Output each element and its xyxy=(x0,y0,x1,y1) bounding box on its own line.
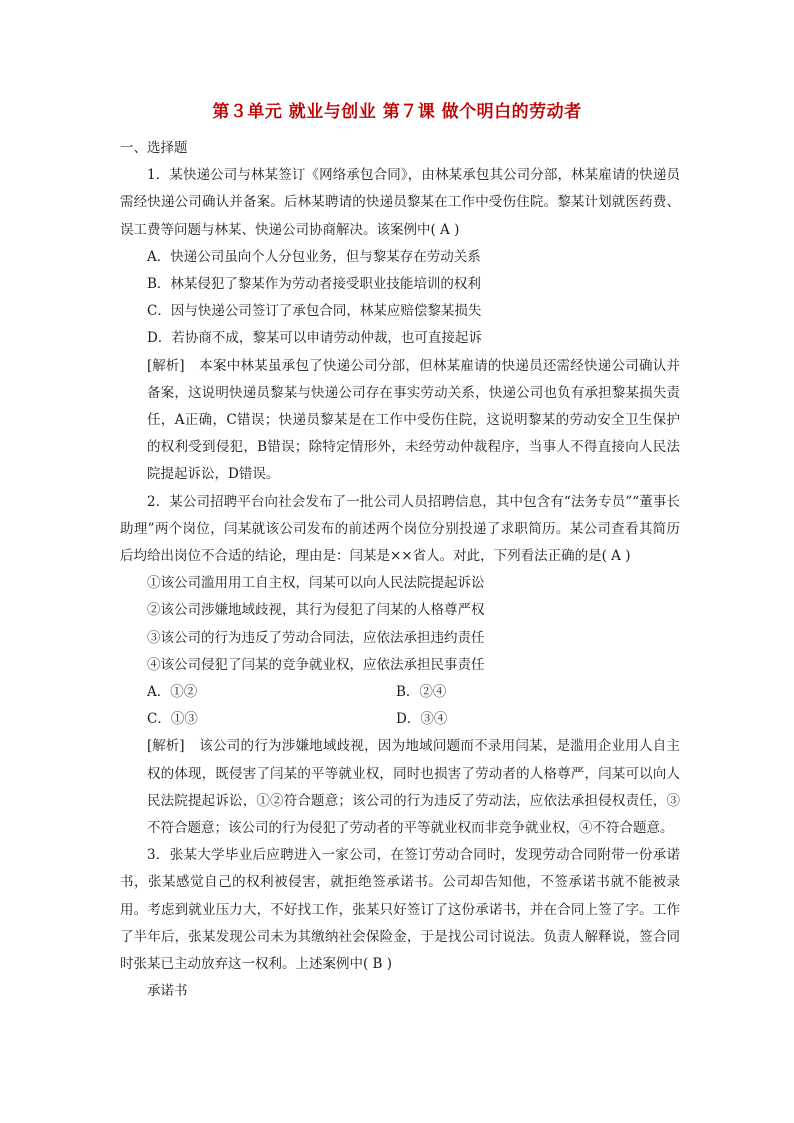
question-2-option-d: D．③④ xyxy=(396,711,448,728)
analysis-text: 本案中林某虽承包了快递公司分部，但林某雇请的快递员还需经快递公司确认并备案，这说明快递员黎某与快递公司存在事实劳动关系，快递公司也负有承担黎某损失责任，A正确，C错误；快递员黎某是在工作中受伤住院，这说明黎某的劳动安全卫生保护的权利受到侵犯，B错误；除特定情形外，未经劳动仲裁程序，当事人不得直接向人民法院提起诉讼，D错误。 xyxy=(147,357,680,483)
question-2-option-c: C．①③ xyxy=(147,711,198,728)
question-1-option-b: B．林某侵犯了黎某作为劳动者接受职业技能培训的权利 xyxy=(147,276,481,293)
section-heading: 一、选择题 xyxy=(120,140,188,156)
question-2-options-row-2 xyxy=(120,706,680,733)
question-2-item-3: ③该公司的行为违反了劳动合同法，应依法承担违约责任 xyxy=(147,629,485,646)
page-title: 第３单元 就业与创业 第７课 做个明白的劳动者 xyxy=(212,102,582,122)
question-2-option-a: A．①② xyxy=(147,684,198,701)
analysis-label: [解析] xyxy=(147,357,185,374)
document-body xyxy=(120,135,680,1005)
question-1-option-d: D．若协商不成，黎某可以申请劳动仲裁，也可直接起诉 xyxy=(147,330,482,347)
analysis-label: [解析] xyxy=(147,738,185,755)
question-2-item-1: ①该公司滥用用工自主权，闫某可以向人民法院提起诉讼 xyxy=(147,575,485,592)
question-2-item-2: ②该公司涉嫌地域歧视，其行为侵犯了闫某的人格尊严权 xyxy=(147,602,485,619)
question-2-item-4: ④该公司侵犯了闫某的竞争就业权，应依法承担民事责任 xyxy=(147,656,485,673)
question-1-option-c: C．因与快递公司签订了承包合同，林某应赔偿黎某损失 xyxy=(147,303,482,320)
question-2-stem: 2．某公司招聘平台向社会发布了一批公司人员招聘信息，其中包含有“法务专员”“董事长助理”两个岗位，闫某就该公司发布的前述两个岗位分别投递了求职简历。某公司查看其简历后均给出岗位不合适的结论，理由是：闫某是××省人。对此，下列看法正确的是( A ) xyxy=(120,493,680,565)
question-2-option-b: B．②④ xyxy=(396,684,447,701)
question-3-stem: 3．张某大学毕业后应聘进入一家公司，在签订劳动合同时，发现劳动合同附带一份承诺书，张某感觉自己的权利被侵害，就拒绝签承诺书。公司却告知他，不签承诺书就不能被录用。考虑到就业压力大，不好找工作，张某只好签订了这份承诺书，并在合同上签了字。工作了半年后，张某发现公司未为其缴纳社会保险金，于是找公司讨说法。负责人解释说，签合同时张某已主动放弃这一权利。上述案例中( B ) xyxy=(120,847,680,973)
question-1-stem: 1．某快递公司与林某签订《网络承包合同》，由林某承包其公司分部，林某雇请的快递员需经快递公司确认并备案。后林某聘请的快递员黎某在工作中受伤住院。黎某计划就医药费、误工费等问题与林某、快递公司协商解决。该案例中( A ) xyxy=(120,167,680,238)
question-3-trailing-heading: 承诺书 xyxy=(147,983,188,1000)
question-1-analysis xyxy=(120,353,680,489)
analysis-text: 该公司的行为涉嫌地域歧视，因为地域问题而不录用闫某，是滥用企业用人自主权的体现，既侵害了闫某的平等就业权，同时也损害了劳动者的人格尊严，闫某可以向人民法院提起诉讼，①②符合题意；该公司的行为违反了劳动法，应依法承担侵权责任，③不符合题意；该公司的行为侵犯了劳动者的平等就业权而非竞争就业权，④不符合题意。 xyxy=(147,738,680,837)
question-1-option-a: A．快递公司虽向个人分包业务，但与黎某存在劳动关系 xyxy=(147,248,481,265)
question-2-analysis xyxy=(120,733,680,842)
question-2-options-row-1 xyxy=(120,679,680,706)
